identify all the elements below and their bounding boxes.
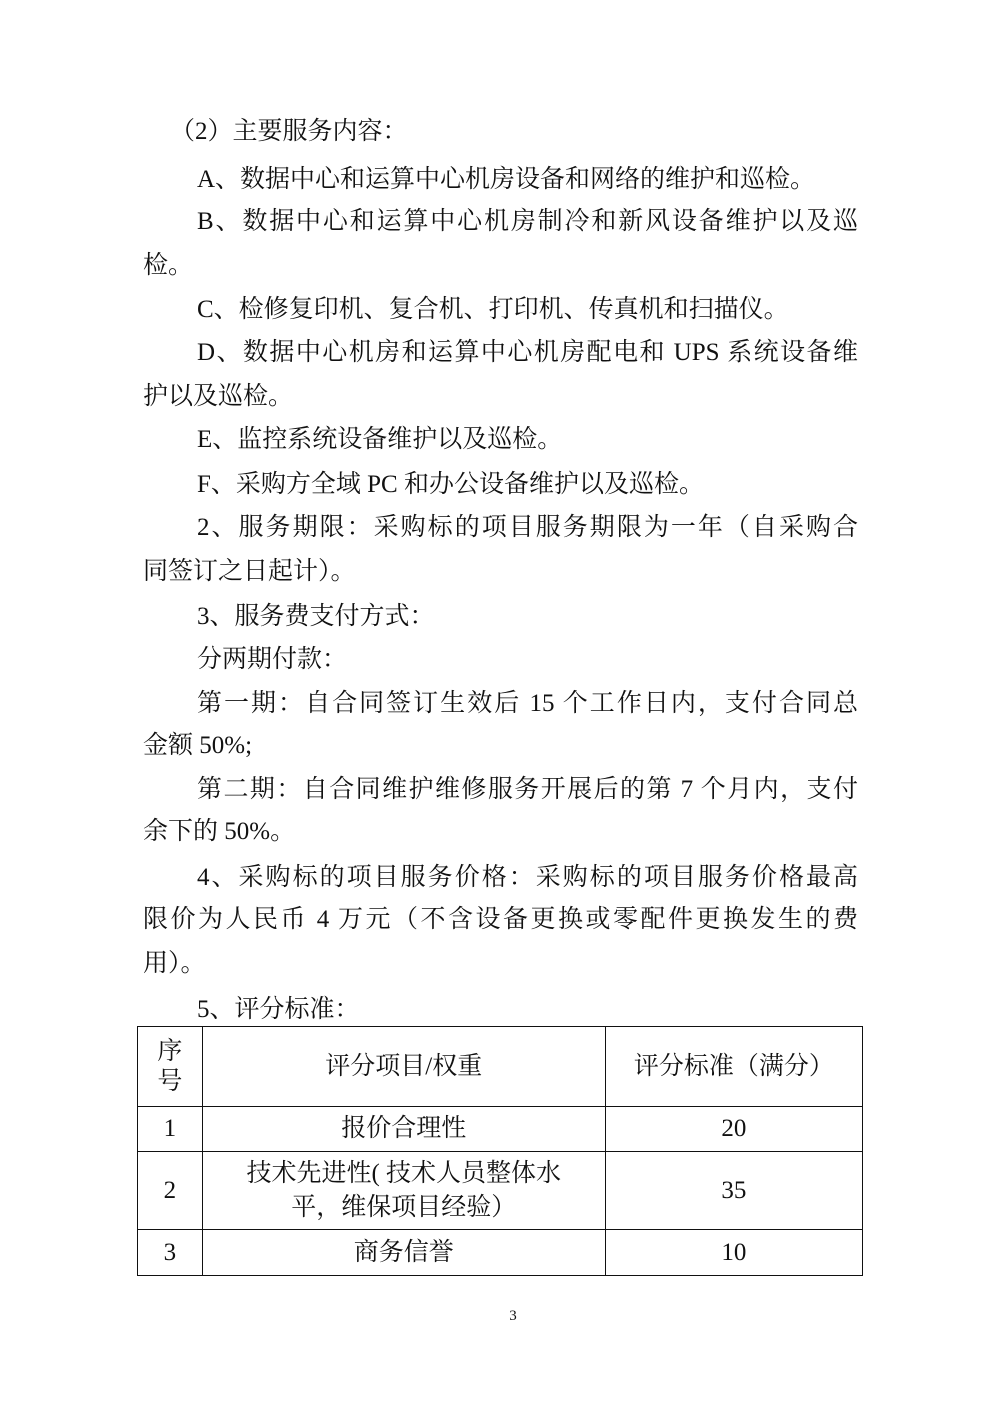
line: 2、服务期限：采购标的项目服务期限为一年（自采购合 bbox=[197, 514, 858, 541]
line: （2）主要服务内容： bbox=[170, 118, 408, 145]
line: 第二期：自合同维护维修服务开展后的第 7 个月内，支付 bbox=[197, 776, 858, 803]
table-row bbox=[138, 1230, 863, 1276]
line: E、监控系统设备维护以及巡检。 bbox=[197, 426, 563, 453]
line: 同签订之日起计）。 bbox=[143, 558, 356, 585]
line: C、检修复印机、复合机、打印机、传真机和扫描仪。 bbox=[197, 296, 789, 323]
line: D、数据中心机房和运算中心机房配电和 UPS 系统设备维 bbox=[197, 339, 858, 366]
page-number: 3 bbox=[509, 1308, 517, 1324]
line: 检。 bbox=[143, 252, 194, 279]
line: 第一期：自合同签订生效后 15 个工作日内，支付合同总 bbox=[197, 690, 858, 717]
header-cell: 评分项目/权重 bbox=[202, 1027, 605, 1107]
table-header-row bbox=[138, 1027, 863, 1107]
line: 5、评分标准： bbox=[197, 996, 360, 1023]
table-cell: 2 bbox=[138, 1152, 203, 1230]
table-cell: 20 bbox=[605, 1107, 862, 1152]
scoring-table bbox=[137, 1026, 863, 1276]
table-row bbox=[138, 1107, 863, 1152]
line: 3、服务费支付方式： bbox=[197, 603, 435, 630]
line: 护以及巡检。 bbox=[143, 383, 294, 410]
line: 余下的 50%。 bbox=[143, 818, 296, 845]
table-cell: 3 bbox=[138, 1230, 203, 1276]
line: 限价为人民币 4 万元（不含设备更换或零配件更换发生的费 bbox=[143, 906, 858, 933]
line: B、数据中心和运算中心机房制冷和新风设备维护以及巡 bbox=[197, 208, 858, 235]
table-row bbox=[138, 1152, 863, 1230]
line: A、数据中心和运算中心机房设备和网络的维护和巡检。 bbox=[197, 166, 816, 193]
line: 分两期付款： bbox=[197, 646, 348, 673]
line: 4、采购标的项目服务价格：采购标的项目服务价格最高 bbox=[197, 864, 858, 891]
table-cell: 商务信誉 bbox=[202, 1230, 605, 1276]
table-cell: 10 bbox=[605, 1230, 862, 1276]
line: 金额 50%; bbox=[143, 732, 253, 759]
table-cell: 1 bbox=[138, 1107, 203, 1152]
table-cell: 报价合理性 bbox=[202, 1107, 605, 1152]
line: F、采购方全域 PC 和办公设备维护以及巡检。 bbox=[197, 471, 704, 498]
line: 用）。 bbox=[143, 950, 206, 977]
header-cell: 序号 bbox=[138, 1027, 203, 1107]
table-cell: 技术先进性( 技术人员整体水平，维保项目经验） bbox=[202, 1152, 605, 1230]
table-cell: 35 bbox=[605, 1152, 862, 1230]
header-cell: 评分标准（满分） bbox=[605, 1027, 862, 1107]
